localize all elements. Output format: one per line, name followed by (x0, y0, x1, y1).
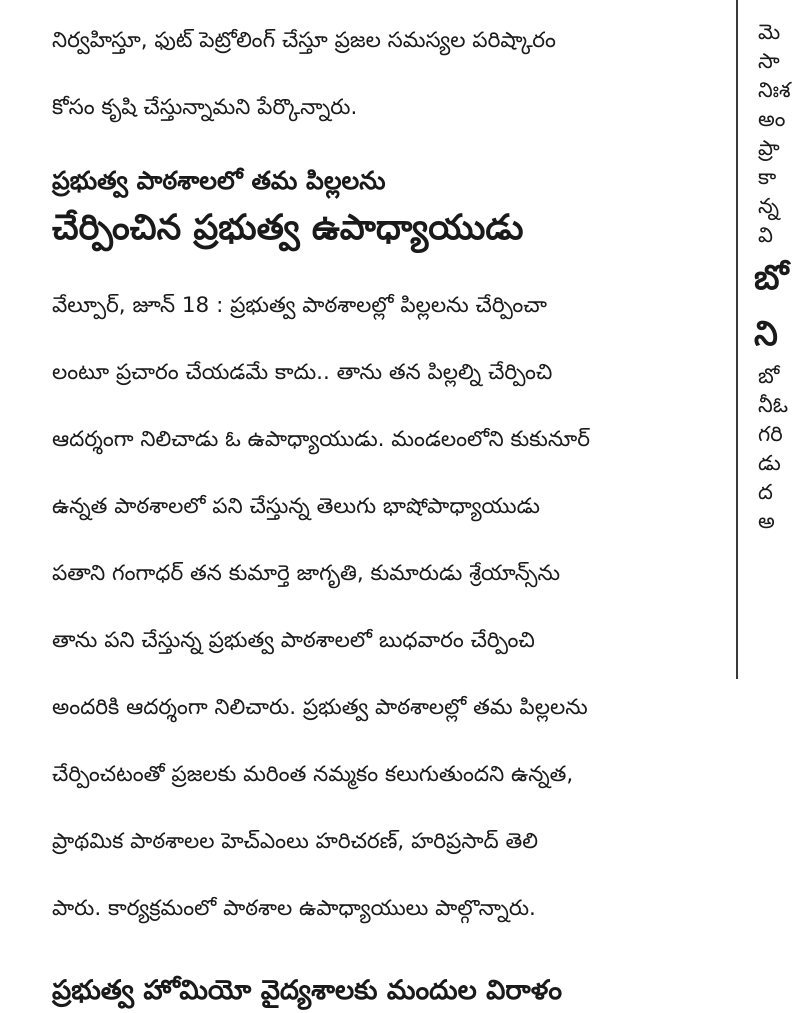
side-text-line: నిఃశ (758, 78, 791, 102)
text-line: ప్రాథమిక పాఠశాలల హెచ్ఎంలు హరిచరణ్, హరిప్రసాద్ తెలి (52, 829, 538, 854)
text-line: పారు. కార్యక్రమంలో పాఠశాల ఉపాధ్యాయులు పాల్గొన్నారు. (52, 896, 536, 921)
text-line: ఆదర్శంగా నిలిచాడు ఓ ఉపాధ్యాయుడు. మండలంలోని కుకునూర్ (52, 427, 591, 452)
column-divider (736, 0, 738, 679)
side-headline-fragment: ని (754, 314, 778, 354)
next-article-headline: ప్రభుత్వ హోమియో వైద్యశాలకు మందుల విరాళం (52, 975, 563, 1006)
side-text-line: అ (758, 509, 775, 533)
article-body (52, 256, 716, 960)
side-text-line: బో (758, 364, 780, 388)
text-line: పతాని గంగాధర్ తన కుమార్తె జాగృతి, కుమారుడు శ్రేయాన్స్‌ను (52, 561, 561, 586)
text-line: నిర్వహిస్తూ, ఫుట్ పెట్రోలింగ్ చేస్తూ ప్రజల సమస్యల పరిష్కారం (52, 27, 556, 53)
text-line: తాను పని చేస్తున్న ప్రభుత్వ పాఠశాలలో బుధవారం చేర్పించి (52, 628, 535, 653)
article-headline: చేర్పించిన ప్రభుత్వ ఉపాధ్యాయుడు (52, 207, 524, 248)
side-text-line: వి (758, 223, 773, 247)
side-headline-fragment: బో (754, 258, 789, 298)
side-column-cropped (744, 0, 800, 679)
text-line: ఉన్నత పాఠశాలలో పని చేస్తున్న తెలుగు భాషోపాధ్యాయుడు (52, 494, 540, 519)
previous-article-tail (52, 0, 716, 158)
side-text-line: నీఓ (758, 393, 789, 417)
side-text-line: మె (758, 20, 781, 44)
text-line: కోసం కృషి చేస్తున్నామని పేర్కొన్నారు. (52, 94, 358, 120)
side-text-line: అం (758, 107, 786, 131)
side-text-line: డు (758, 451, 781, 475)
side-text-line: న్న (758, 194, 779, 218)
side-text-line: ద (758, 480, 773, 504)
side-text-line: ప్రా (758, 136, 780, 160)
text-line: అందరికి ఆదర్శంగా నిలిచారు. ప్రభుత్వ పాఠశాలల్లో తమ పిల్లలను (52, 695, 588, 720)
side-text-line: సా (758, 49, 780, 73)
side-text-line: కా (758, 165, 777, 189)
text-line: లంటూ ప్రచారం చేయడమే కాదు.. తాను తన పిల్లల్ని చేర్పించి (52, 360, 553, 385)
text-line: వేల్పూర్, జూన్ 18 : ప్రభుత్వ పాఠశాలల్లో పిల్లలను చేర్పించా (52, 293, 548, 318)
text-line: చేర్పించటంతో ప్రజలకు మరింత నమ్మకం కలుగుతుందని ఉన్నత, (52, 762, 574, 787)
side-text-line: గరి (758, 422, 783, 446)
article-subheadline: ప్రభుత్వ పాఠశాలలో తమ పిల్లలను (52, 165, 386, 195)
